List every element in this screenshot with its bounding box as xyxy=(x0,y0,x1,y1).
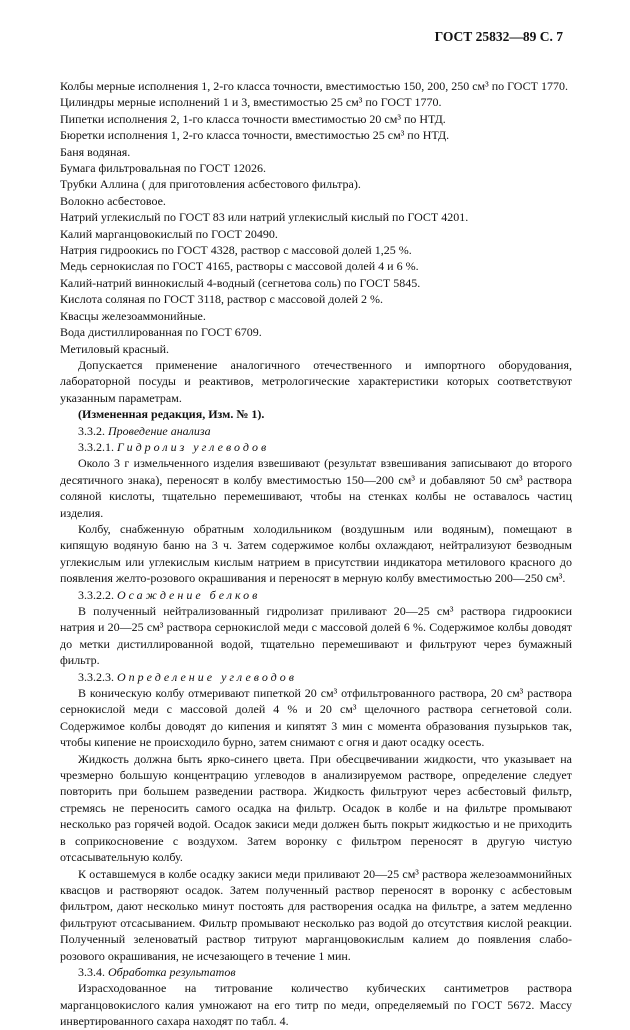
list-item: Трубки Аллина ( для приготовления асбестового фильтра). xyxy=(60,177,361,192)
list-item: Метиловый красный. xyxy=(60,341,170,356)
document-body xyxy=(60,78,572,1030)
section-title: Проведение анализа xyxy=(108,423,211,438)
equipment-list xyxy=(60,78,572,357)
list-item: Кислота соляная по ГОСТ 3118, раствор с массовой долей 2 %. xyxy=(60,292,383,307)
list-item: Колбы мерные исполнения 1, 2-го класса точности, вместимостью 150, 200, 250 см³ по ГОСТ 1770. xyxy=(60,79,568,93)
list-item: Пипетки исполнения 2, 1-го класса точности вместимостью 20 см³ по НТД. xyxy=(60,111,446,126)
paragraph-carbs-2: Жидкость должна быть ярко-синего цвета. При обесцвечивании жидкости, что указывает на чрезмерно большую концентрацию углеводов в анализируемом растворе, определение следует повторить при большем разведении раствора. Жидкость фильтруют через асбестовый фильтр, стремясь не переносить самого осадка на фильтр. Осадок в колбе и на фильтре промывают несколько раз горячей водой. Осадок закиси меди должен быть покрыт жидкостью и не приходить в соприкосновение с воздухом. Затем воронку с фильтром переносят в другую чистую отсасывательную колбу. xyxy=(60,751,572,865)
section-number: 3.3.2. xyxy=(78,423,105,438)
list-item: Цилиндры мерные исполнений 1 и 3, вместимостью 25 см³ по ГОСТ 1770. xyxy=(60,95,442,110)
list-item: Натрий углекислый по ГОСТ 83 или натрий углекислый кислый по ГОСТ 4201. xyxy=(60,210,469,225)
list-item: Баня водяная. xyxy=(60,144,131,159)
paragraph-hydrolysis-2: Колбу, снабженную обратным холодильником (воздушным или водяным), помещают в кипящую водяную баню на 3 ч. Затем содержимое колбы охлаждают, нейтрализуют безводным углекислым или углекислым кислым натрием в присутствии индикатора метилового красного до появления желто-розового окрашивания и переносят в мерную колбу вместимостью 200—250 см³. xyxy=(60,521,572,586)
list-item: Калий марганцовокислый по ГОСТ 20490. xyxy=(60,226,278,241)
paragraph-allowance: Допускается применение аналогичного отечественного и импортного оборудования, лабораторной посуды и реактивов, метрологические характеристики которых соответствуют указанным параметрам. xyxy=(60,357,572,405)
list-item: Вода дистиллированная по ГОСТ 6709. xyxy=(60,325,262,340)
paragraph-carbs-3: К оставшемуся в колбе осадку закиси меди приливают 20—25 см³ раствора железоаммонийных квасцов и растворяют осадок. Затем полученный раствор переносят в воронку с асбестовым фильтром, дают несколько минут постоять для растворения осадка на фильтре, а затем медленно фильтруют отсасыванием. Фильтр промывают несколько раз водой до отсутствия кислой реакции. Полученный зеленоватый раствор титруют марганцовокислым калием до появления слабо-розового окрашивания, не исчезающего в течение 1 мин. xyxy=(60,866,572,963)
section-number: 3.3.2.1. xyxy=(78,439,114,454)
list-item: Бюретки исполнения 1, 2-го класса точности, вместимостью 25 см³ по НТД. xyxy=(60,128,450,143)
section-title: Обработка результатов xyxy=(108,964,236,979)
edition-note: (Измененная редакция, Изм. № 1). xyxy=(78,407,265,422)
section-title: Гидролиз углеводов xyxy=(117,439,270,454)
list-item: Бумага фильтровальная по ГОСТ 12026. xyxy=(60,161,266,176)
section-number: 3.3.4. xyxy=(78,964,105,979)
section-title: Осаждение белков xyxy=(117,587,261,602)
section-title: Определение углеводов xyxy=(117,669,297,684)
paragraph-hydrolysis-1: Около 3 г измельченного изделия взвешивают (результат взвешивания записывают до второго десятичного знака), переносят в колбу вместимостью 150—200 см³ и добавляют 50 см³ раствора соляной кислоты, тщательно перемешивают, чтобы на стенках колбы не оставалось частиц изделия. xyxy=(60,456,572,520)
list-item: Калий-натрий виннокислый 4-водный (сегнетова соль) по ГОСТ 5845. xyxy=(60,275,421,290)
section-number: 3.3.2.2. xyxy=(78,587,114,602)
section-3-3-2-1 xyxy=(60,439,572,455)
section-3-3-2-2 xyxy=(60,587,572,603)
page-header: ГОСТ 25832—89 С. 7 xyxy=(434,29,563,44)
list-item: Медь сернокислая по ГОСТ 4165, растворы с массовой долей 4 и 6 %. xyxy=(60,259,419,274)
section-3-3-4 xyxy=(60,964,572,980)
section-number: 3.3.2.3. xyxy=(78,669,114,684)
paragraph-carbs-1: В коническую колбу отмеривают пипеткой 20 см³ отфильтрованного раствора, 20 см³ раствора сернокислой меди с массовой долей 4 % и 20 см³ щелочного раствора сегнетовой соли. Содержимое колбы доводят до кипения и кипятят 3 мин с момента образования пузырьков так, чтобы кипение не происходило бурно, затем снимают с огня и дают осадку осесть. xyxy=(60,686,572,750)
list-item: Волокно асбестовое. xyxy=(60,193,166,208)
list-item: Квасцы железоаммонийные. xyxy=(60,308,206,323)
paragraph-proteins: В полученный нейтрализованный гидролизат приливают 20—25 см³ раствора гидроокиси натрия и 20—25 см³ раствора сернокислой меди с массовой долей 6 %. Содержимое колбы доводят до метки дистиллированной водой, тщательно перемешивают и фильтруют через бумажный фильтр. xyxy=(60,604,572,668)
list-item: Натрия гидроокись по ГОСТ 4328, раствор с массовой долей 1,25 %. xyxy=(60,243,412,258)
section-3-3-2 xyxy=(60,423,572,439)
section-3-3-2-3 xyxy=(60,669,572,685)
paragraph-results: Израсходованное на титрование количество кубических сантиметров раствора марганцовокислого калия умножают на его титр по меди, определяемый по ГОСТ 5672. Массу инвертированного сахара находят по табл. 4. xyxy=(60,981,572,1029)
